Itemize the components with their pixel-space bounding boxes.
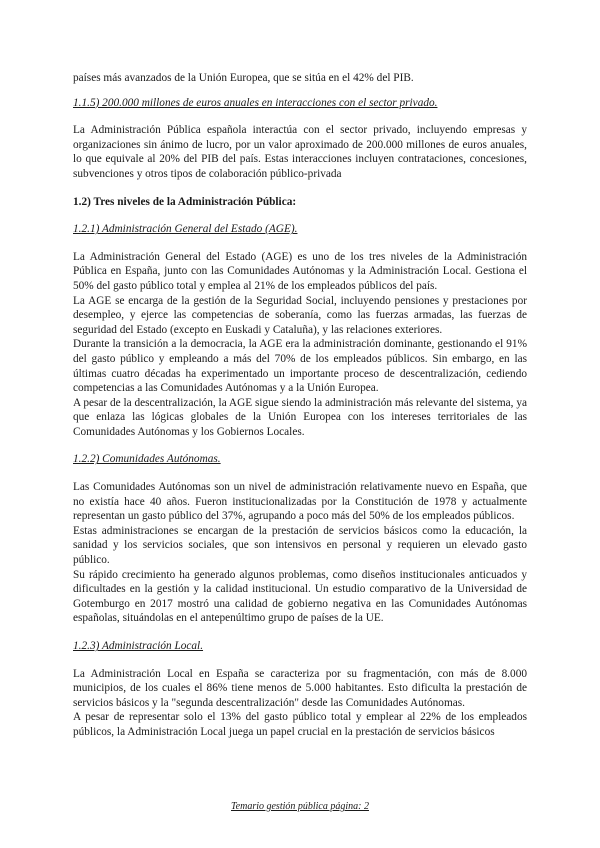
age-paragraph-3: Durante la transición a la democracia, la AGE era la administración dominante, gestionando el 91% del gasto público y empleando a más del 70% de los empleados públicos. Sin embargo, en las últimas cuatro décadas ha experimentado un importante proceso de descentralización, cediendo competencias a las Comunidades Autónomas y a la Unión Europea. [73,338,527,395]
ca-paragraph-1: Las Comunidades Autónomas son un nivel de administración relativamente nuevo en España, que no existía hace 40 años. Fueron institucionalizadas por la Constitución de 1978 y actualmente representan un gasto público del 37%, agrupando a poco más del 50% de los empleados públicos. [73,481,527,523]
al-paragraph-1: La Administración Local en España se caracteriza por su fragmentación, con más de 8.000 municipios, de los cuales el 86% tiene menos de 5.000 habitantes. Esto dificulta la prestación de servicios básicos y la "segunda descentralización" desde las Comunidades Autónomas. [73,667,527,709]
ca-paragraph-3: Su rápido crecimiento ha generado algunos problemas, como diseños institucionales anticuados y dificultades en la gestión y la calidad institucional. Un estudio comparativo de la Universidad de Gotemburgo en 2017 mostró una calidad de gobierno negativa en las Comunidades Autónomas españolas, situándolas en el antepenúltimo grupo de países de la UE. [73,568,527,625]
ca-paragraph-2: Estas administraciones se encargan de la prestación de servicios básicos como la educación, la sanidad y los servicios sociales, que son intensivos en personal y requieren un elevado gasto público. [73,524,527,567]
document-page [73,71,527,740]
subheading-comunidades: 1.2.2) Comunidades Autónomas. [73,453,221,466]
intro-line: países más avanzados de la Unión Europea, que se sitúa en el 42% del PIB. [73,72,414,84]
age-paragraph-2: La AGE se encarga de la gestión de la Seguridad Social, incluyendo pensiones y prestaciones por desempleo, y ejerce las competencias de soberanía, como las fuerzas armadas, las fuerzas de seguridad del Estado (excepto en Euskadi y Cataluña), y las relaciones exteriores. [73,294,527,336]
al-paragraph-2: A pesar de representar solo el 13% del gasto público total y emplear al 22% de los empleados públicos, la Administración Local juega un papel crucial en la prestación de servicios básicos [73,711,527,738]
subheading-1-1-5: 1.1.5) 200.000 millones de euros anuales en interacciones con el sector privado. [73,96,438,109]
subheading-age: 1.2.1) Administración General del Estado (AGE). [73,223,298,236]
section-heading-1-2: 1.2) Tres niveles de la Administración Pública: [73,195,297,208]
subheading-local: 1.2.3) Administración Local. [73,640,204,652]
age-paragraph-4: A pesar de la descentralización, la AGE sigue siendo la administración más relevante del sistema, ya que enlaza las lógicas globales de la Unión Europea con los intereses territoriales de las Comunidades Autónomas y los Gobiernos Locales. [73,396,527,438]
paragraph-1-1-5: La Administración Pública española interactúa con el sector privado, incluyendo empresas y organizaciones sin ánimo de lucro, por un valor aproximado de 200.000 millones de euros anuales, lo que equivale al 20% del PIB del país. Estas interacciones incluyen contrataciones, concesiones, subvenciones y otros tipos de colaboración público-privada [73,124,527,180]
age-paragraph-1: La Administración General del Estado (AGE) es uno de los tres niveles de la Administración Pública en España, junto con las Comunidades Autónomas y la Administración Local. Gestiona el 50% del gasto público total y emplea al 21% de los empleados públicos del país. [73,250,527,292]
page-footer: Temario gestión pública página: 2 [231,801,369,812]
